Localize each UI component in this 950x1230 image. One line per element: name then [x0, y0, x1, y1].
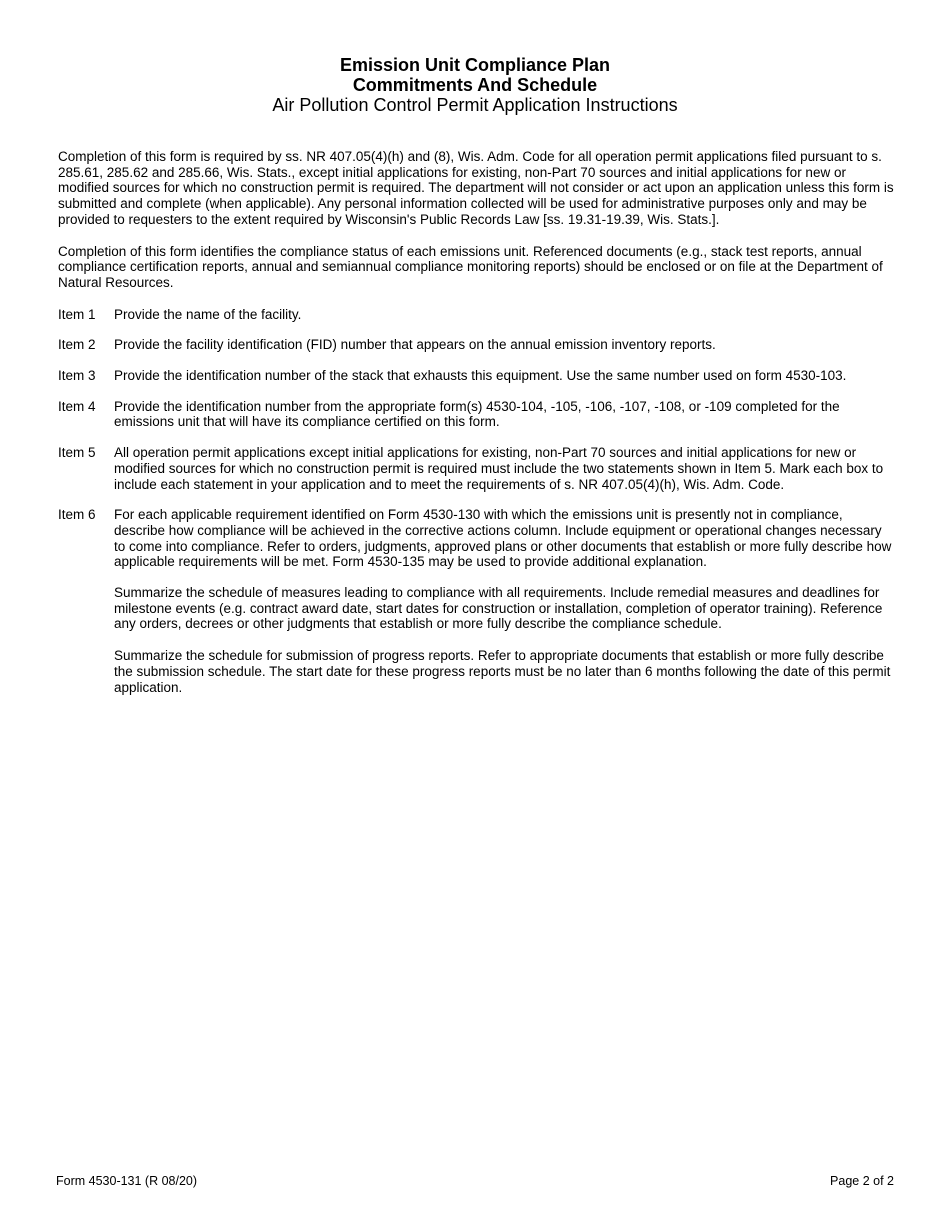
item-1	[58, 307, 894, 323]
intro-paragraph-2: Completion of this form identifies the compliance status of each emissions unit. Referenced documents (e.g., stack test reports, annual compliance certification reports, annual and semiannual compliance monitoring reports) should be enclosed or on file at the Department of Natural Resources.	[58, 243, 883, 290]
item-text: Provide the identification number from the appropriate form(s) 4530-104, -105, -106, -107, -108, or -109 completed for the emissions unit that will have its compliance certified on this form.	[114, 398, 840, 430]
intro-paragraph-1: Completion of this form is required by ss. NR 407.05(4)(h) and (8), Wis. Adm. Code for all operation permit applications filed pursuant to s. 285.61, 285.62 and 285.66, Wis. Stats., except initial applications for existing, non-Part 70 sources and initial applications for new or modified sources for which no construction permit is required. The department will not consider or act upon an application unless this form is submitted and complete (when applicable). Any personal information collected will be used for administrative purposes only and may be provided to requesters to the extent required by Wisconsin's Public Records Law [ss. 19.31-19.39, Wis. Stats.].	[58, 149, 894, 227]
item-6-schedule-paragraph: Summarize the schedule of measures leading to compliance with all requirements. Include remedial measures and deadlines for milestone events (e.g. contract award date, start dates for construction or installation, completion of operator training). Reference any orders, decrees or other judgments that establish or more fully describe the compliance schedule.	[114, 585, 883, 632]
item-label: Item 6	[58, 507, 96, 523]
item-label: Item 4	[58, 398, 96, 414]
item-label: Item 2	[58, 337, 96, 353]
page-number: Page 2 of 2	[830, 1174, 894, 1188]
item-3	[58, 368, 894, 384]
item-5	[58, 445, 894, 492]
item-text: All operation permit applications except initial applications for existing, non-Part 70 sources and initial applications for new or modified sources for which no construction permit is required must include the two statements shown in Item 5. Mark each box to include each statement in your application and to meet the requirements of s. NR 407.05(4)(h), Wis. Adm. Code.	[114, 445, 884, 492]
subtitle: Air Pollution Control Permit Application Instructions	[272, 95, 678, 115]
item-text: For each applicable requirement identified on Form 4530-130 with which the emissions unit is presently not in compliance, describe how compliance will be achieved in the corrective actions column. Include equipment or operational changes necessary to come into compliance. Refer to orders, judgments, approved plans or other documents that establish or more fully describe how applicable requirements will be met. Form 4530-135 may be used to provide additional explanation.	[114, 507, 892, 570]
item-text: Provide the facility identification (FID) number that appears on the annual emission inventory reports.	[114, 337, 716, 353]
item-text: Provide the identification number of the stack that exhausts this equipment. Use the same number used on form 4530-103.	[114, 368, 847, 384]
title-line-1: Emission Unit Compliance Plan	[339, 55, 611, 75]
item-2	[58, 337, 894, 353]
title-line-2: Commitments And Schedule	[352, 75, 598, 95]
item-6	[58, 507, 894, 570]
item-text: Provide the name of the facility.	[114, 306, 302, 322]
item-label: Item 1	[58, 306, 96, 322]
instructions-body	[58, 149, 894, 711]
page-header	[0, 55, 950, 116]
item-label: Item 3	[58, 368, 96, 384]
item-label: Item 5	[58, 445, 96, 461]
item-4	[58, 399, 894, 430]
item-6-progress-paragraph: Summarize the schedule for submission of progress reports. Refer to appropriate documents that establish or more fully describe the submission schedule. The start date for these progress reports must be no later than 6 months following the date of this permit application.	[114, 648, 891, 695]
form-number: Form 4530-131 (R 08/20)	[56, 1174, 198, 1188]
